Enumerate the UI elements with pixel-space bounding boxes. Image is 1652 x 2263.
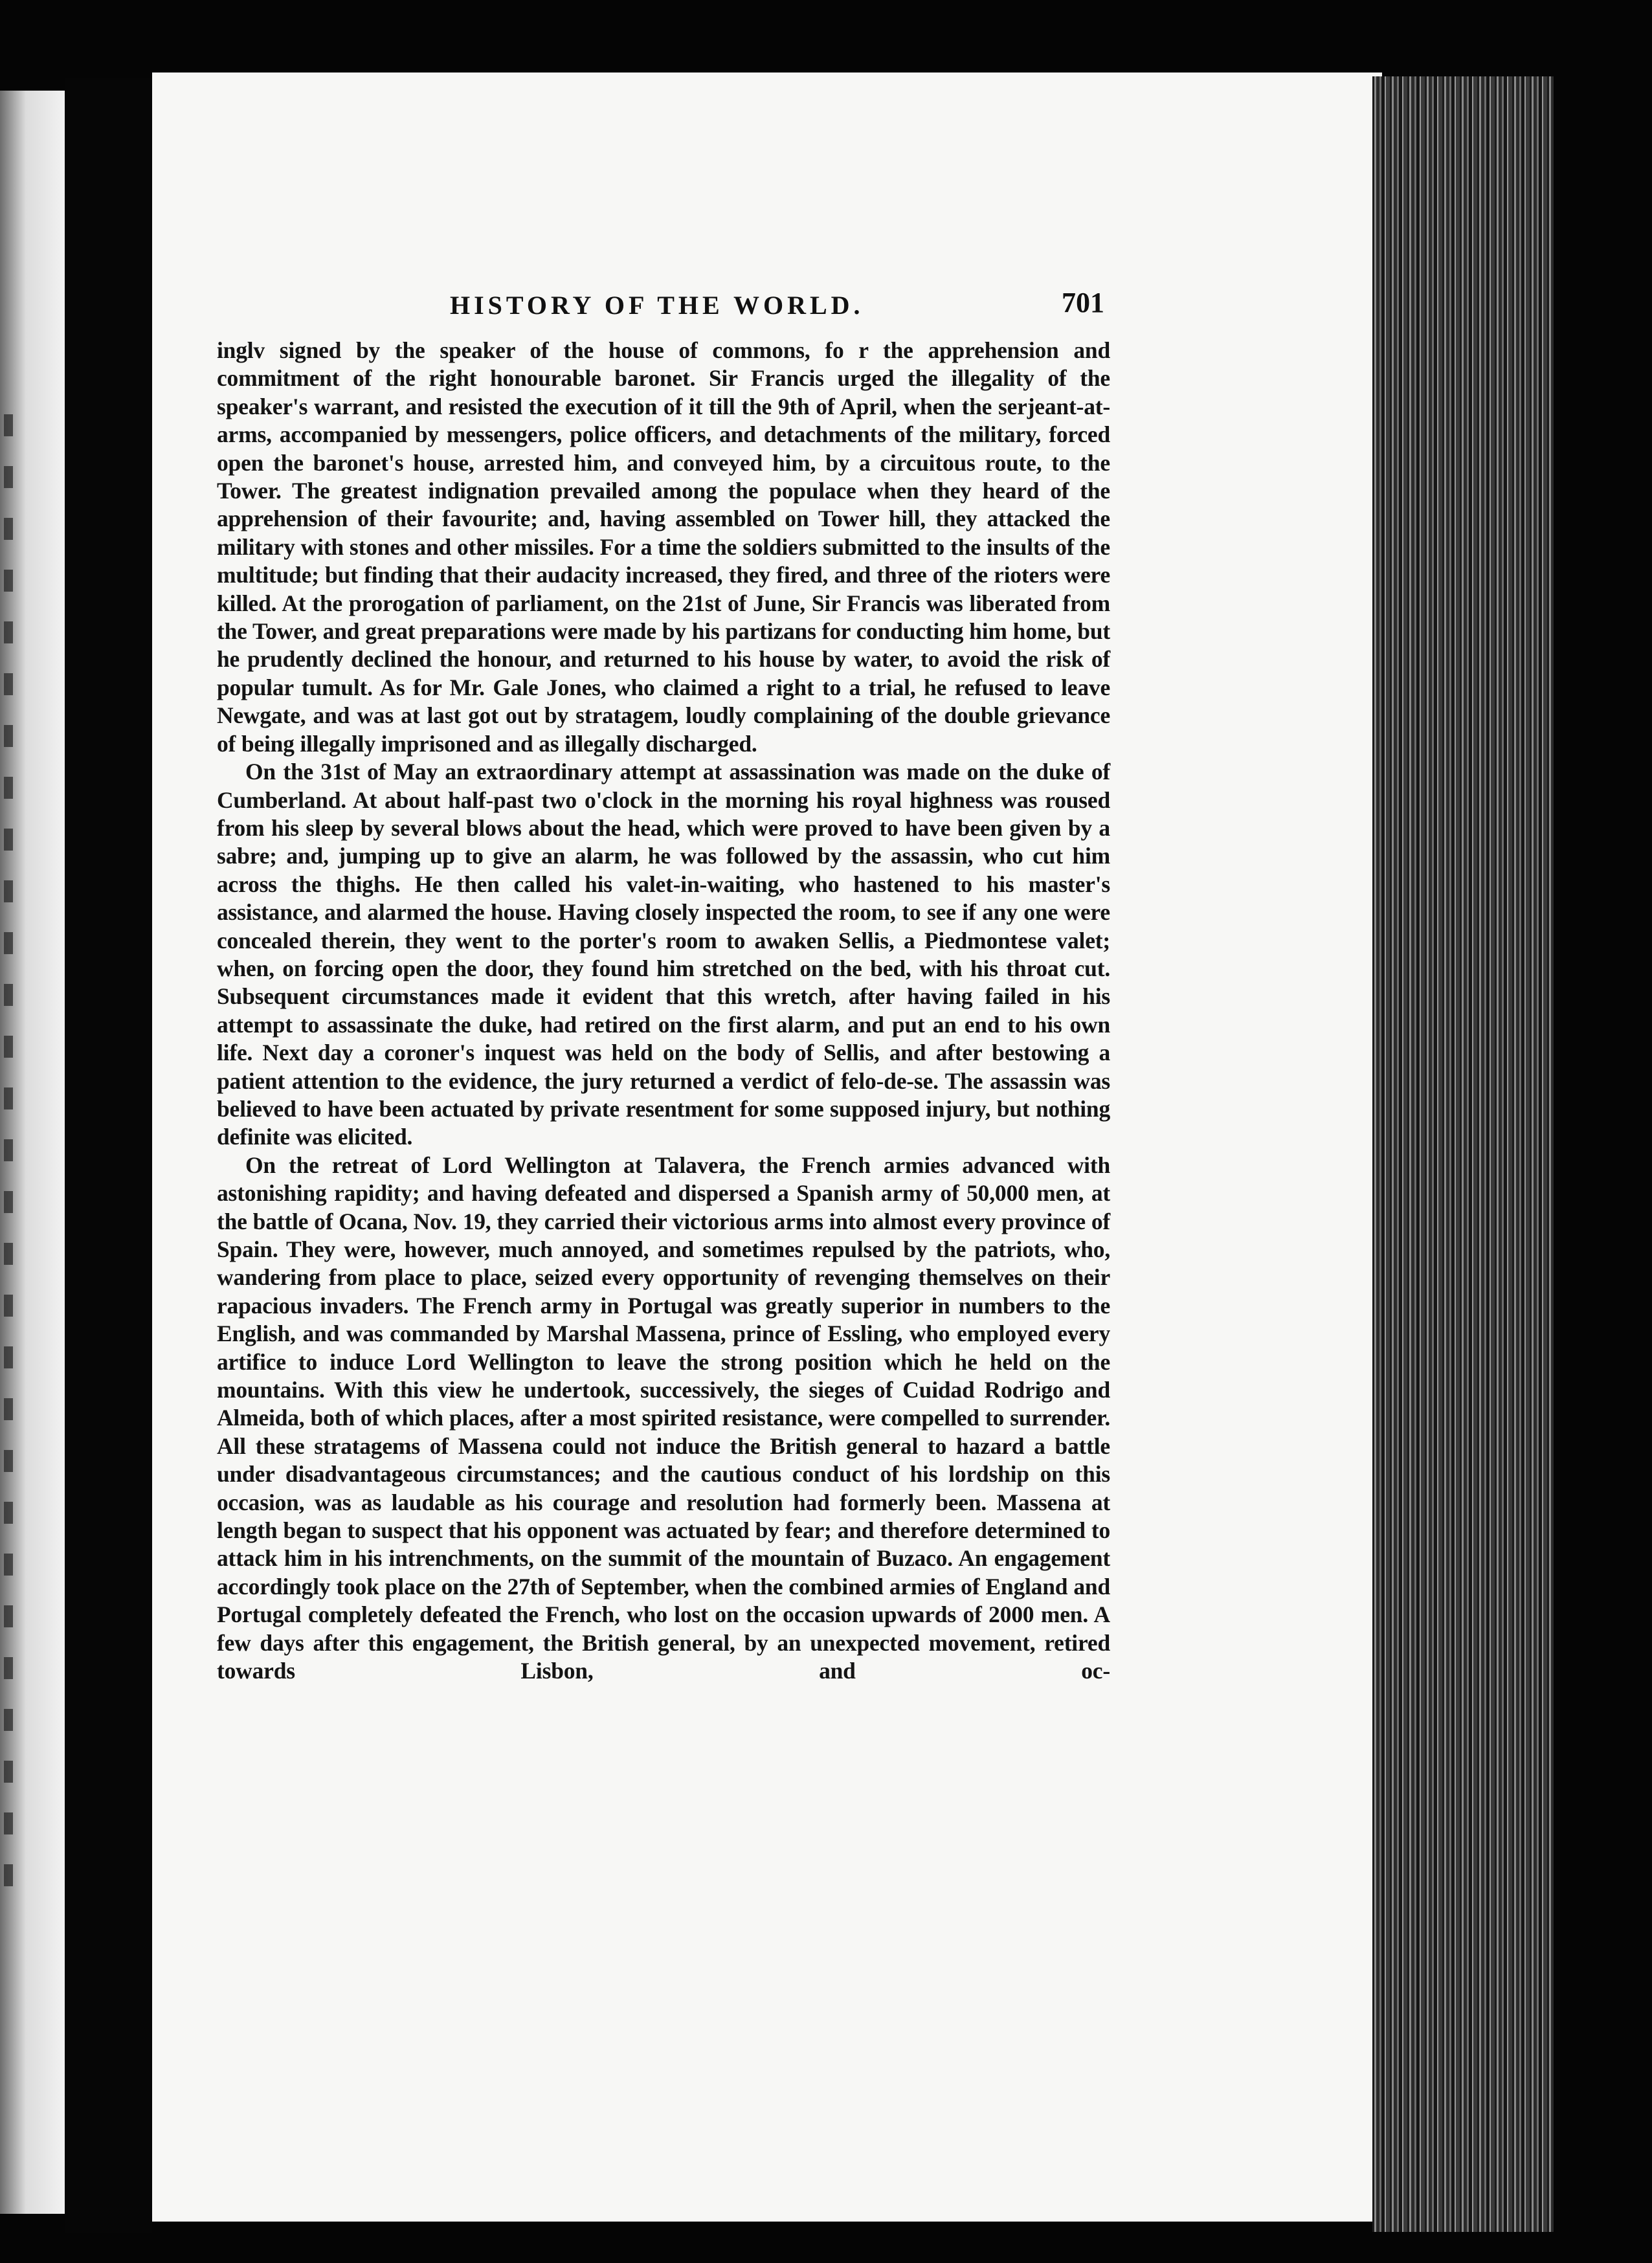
paragraph: On the retreat of Lord Wellington at Talavera, the French armies advanced with astonishing rapidity; and having defeated and dispersed a Spanish army of 50,000 men, at the battle of Ocana, Nov. 19, they carried their victorious arms into almost every province of Spain. They were, however, much annoyed, and sometimes repulsed by the patriots, who, wandering from place to place, seized every opportunity of revenging themselves on their rapacious invaders. The French army in Portugal was greatly superior in numbers to the English, and was commanded by Marshal Massena, prince of Essling, who employed every artifice to induce Lord Wellington to leave the strong position which he held on the mountains. With this view he undertook, successively, the sieges of Cuidad Rodrigo and Almeida, both of which places, after a most spirited resistance, were compelled to surrender. All these stratagems of Massena could not induce the British general to hazard a battle under disadvantageous circumstances; and the cautious conduct of his lordship on this occasion, was as laudable as his courage and resolution had formerly been. Massena at length began to suspect that his opponent was actuated by fear; and therefore determined to attack him in his intrenchments, on the summit of the mountain of Buzaco. An engagement accordingly took place on the 27th of September, when the combined armies of England and Portugal completely defeated the French, who lost on the occasion upwards of 2000 men. A few days after this engagement, the British general, by an unexpected movement, retired towards Lisbon, and oc- [217,1152,1110,1684]
book-gutter [65,78,152,2233]
facing-page-text-fragments [4,414,13,1903]
page-header [152,285,1382,330]
facing-page-edge [0,91,65,2214]
paragraph: On the 31st of May an extraordinary attempt at assassination was made on the duke of Cumberland. At about half-past two o'clock in the morning his royal highness was roused from his sleep by several blows about the head, which were proved to have been given by a sabre; and, jumping up to give an alarm, he was followed by the assassin, who cut him across the thighs. He then called his valet-in-waiting, who hastened to his master's assistance, and alarmed the house. Having closely inspected the room, to see if any one were concealed therein, they went to the porter's room to awaken Sellis, a Piedmontese valet; when, on forcing open the door, they found him stretched on the bed, with his throat cut. Subsequent circumstances made it evident that this wretch, after having failed in his attempt to assassinate the duke, had retired on the first alarm, and put an end to his own life. Next day a coroner's inquest was held on the body of Sellis, and after bestowing a patient attention to the evidence, the jury returned a verdict of felo-de-se. The assassin was believed to have been actuated by private resentment for some supposed injury, but nothing definite was elicited. [217,759,1110,1150]
body-text [217,337,1110,1686]
page-block-edges [1372,76,1554,2232]
running-title: HISTORY OF THE WORLD. [450,291,864,320]
paragraph: inglv signed by the speaker of the house of commons, fo r the apprehension and commitment of the right honourable baronet. Sir Francis urged the illegality of the speaker's warrant, and resisted the execution of it till the 9th of April, when the serjeant-at-arms, accompanied by messengers, police officers, and detachments of the military, forced open the baronet's house, arrested him, and conveyed him, by a circuitous route, to the Tower. The greatest indignation prevailed among the populace when they heard of the apprehension of their favourite; and, having assembled on Tower hill, they attacked the military with stones and other missiles. For a time the soldiers submitted to the insults of the multitude; but finding that their audacity increased, they fired, and three of the rioters were killed. At the prorogation of parliament, on the 21st of June, Sir Francis was liberated from the Tower, and great preparations were made by his partizans for conducting him home, but he prudently declined the honour, and returned to his house by water, to avoid the risk of popular tumult. As for Mr. Gale Jones, who claimed a right to a trial, he refused to leave Newgate, and was at last got out by stratagem, loudly complaining of the double grievance of being illegally imprisoned and as illegally discharged. [217,337,1110,757]
page-number: 701 [1062,287,1104,318]
